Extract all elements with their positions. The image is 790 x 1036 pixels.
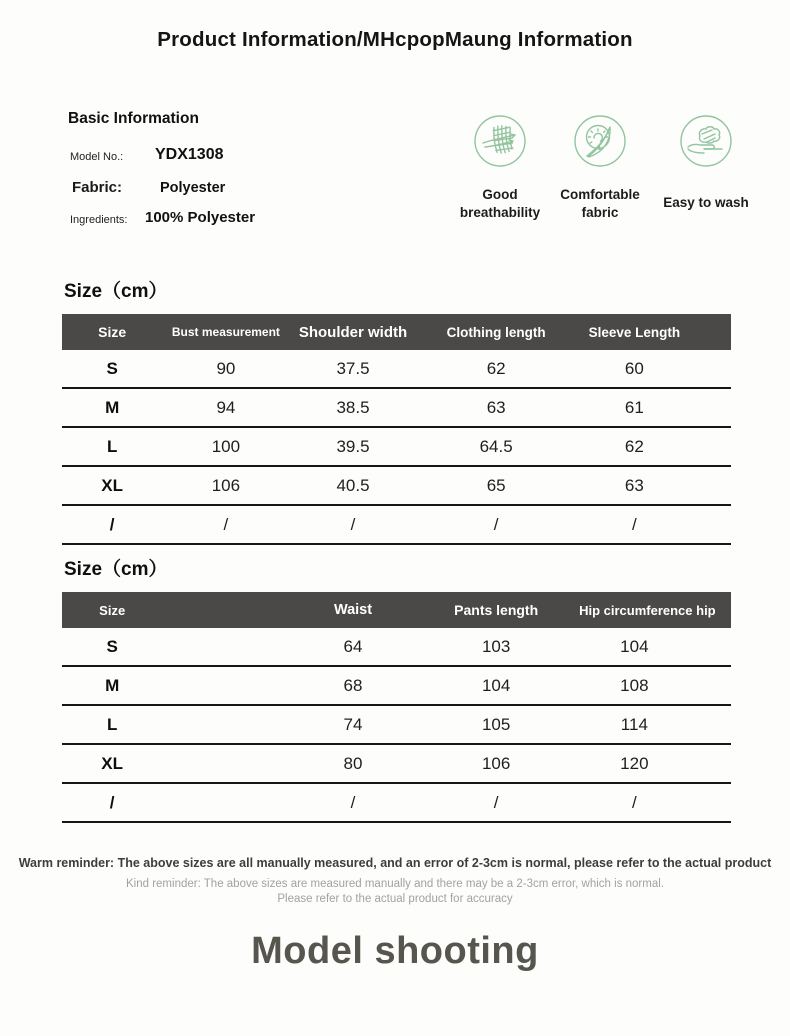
table-cell: 106	[481, 753, 511, 773]
page-title: Product Information/MHcpopMaung Information	[157, 28, 633, 51]
table-cell: 94	[216, 397, 236, 417]
table-header-cell: Shoulder width	[298, 323, 408, 341]
table-row	[62, 467, 731, 506]
table-cell: L	[106, 436, 118, 456]
comfortable-fabric-icon	[573, 114, 627, 173]
table-row	[62, 667, 731, 706]
ingredients-label: Ingredients:	[70, 214, 128, 226]
fabric-value: Polyester	[160, 180, 226, 196]
table-cell: /	[350, 514, 356, 534]
table-cell: 61	[624, 397, 644, 417]
ingredients-value: 100% Polyester	[145, 209, 256, 226]
feature-easy-wash	[642, 114, 770, 212]
table-cell: 114	[620, 714, 648, 734]
table-row	[62, 389, 731, 428]
table-header-cell: Hip circumference hip	[579, 602, 716, 618]
table-cell: 63	[486, 397, 506, 417]
table-header-cell: Clothing length	[446, 324, 546, 340]
table-cell: 105	[481, 714, 511, 734]
table-cell: 104	[481, 675, 511, 695]
basic-info-heading: Basic Information	[68, 110, 199, 127]
table-cell: M	[105, 397, 120, 417]
table-cell: 65	[486, 475, 506, 495]
kind-reminder-line2: Kind reminder: The above sizes are measured manually and there may be a 2-3cm error, which is normal.	[126, 878, 664, 890]
table-row	[62, 350, 731, 389]
warm-reminder-line1: Warm reminder: The above sizes are all manually measured, and an error of 2-3cm is normal, please refer to the actual product	[18, 856, 772, 870]
table-cell: 63	[624, 475, 644, 495]
fabric-label: Fabric:	[72, 179, 123, 196]
table-row	[62, 428, 731, 467]
feature-label: Good breathability	[459, 187, 541, 220]
model-shooting-heading: Model shooting	[251, 930, 539, 972]
table-cell: 106	[211, 475, 241, 495]
table-row	[62, 506, 731, 545]
table-cell: M	[105, 675, 120, 695]
table-cell: S	[106, 636, 118, 656]
feature-label: Comfortable fabric	[560, 187, 640, 220]
breathability-icon	[473, 114, 527, 173]
table-cell: 40.5	[336, 475, 370, 495]
table-row	[62, 745, 731, 784]
table-cell: 64.5	[479, 436, 513, 456]
model-no-label: Model No.:	[70, 151, 124, 163]
table-cell: 103	[481, 636, 511, 656]
table-cell: /	[109, 792, 115, 812]
table-header-row	[62, 314, 731, 350]
table-header-row	[62, 592, 731, 628]
kind-reminder-line3: Please refer to the actual product for accuracy	[277, 893, 513, 905]
size-table-2	[62, 592, 731, 823]
table-cell: 104	[620, 636, 649, 656]
table-cell: 62	[624, 436, 644, 456]
table-cell: 39.5	[336, 436, 370, 456]
table-cell: /	[631, 792, 637, 812]
table-cell: 120	[620, 753, 649, 773]
table-cell: /	[493, 792, 499, 812]
table-header-cell: Size	[99, 602, 126, 618]
feature-comfortable-fabric	[544, 114, 656, 221]
table-row	[62, 628, 731, 667]
feature-breathability	[444, 114, 556, 221]
table-cell: 90	[216, 358, 236, 378]
table-header-cell: Waist	[333, 602, 373, 618]
table-cell: 68	[343, 675, 363, 695]
table-cell: /	[631, 514, 637, 534]
table-header-cell: Sleeve Length	[588, 324, 681, 340]
table-cell: S	[106, 358, 118, 378]
table-cell: /	[109, 514, 115, 534]
model-no-value: YDX1308	[155, 146, 224, 163]
table-cell: 37.5	[336, 358, 370, 378]
table-cell: 74	[343, 714, 363, 734]
table-cell: /	[223, 514, 229, 534]
table-header-cell: Size	[98, 324, 127, 340]
size-table-1	[62, 314, 731, 545]
size-heading-1: Size（cm）	[64, 281, 168, 302]
table-cell: /	[350, 792, 356, 812]
table-cell: 108	[620, 675, 649, 695]
size-heading-2: Size（cm）	[64, 559, 168, 580]
table-cell: /	[493, 514, 499, 534]
table-row	[62, 706, 731, 745]
table-cell: 64	[343, 636, 363, 656]
table-header-cell: Bust measurement	[171, 325, 280, 339]
table-cell: 62	[486, 358, 506, 378]
feature-label: Easy to wash	[663, 195, 749, 210]
table-cell: 38.5	[336, 397, 370, 417]
table-cell: L	[106, 714, 118, 734]
table-cell: XL	[101, 475, 124, 495]
table-row	[62, 784, 731, 823]
table-cell: 80	[343, 753, 363, 773]
table-header-cell: Pants length	[454, 602, 539, 618]
table-cell: XL	[101, 753, 124, 773]
table-cell: 100	[211, 436, 241, 456]
table-cell: 60	[624, 358, 644, 378]
easy-wash-icon	[679, 114, 733, 173]
